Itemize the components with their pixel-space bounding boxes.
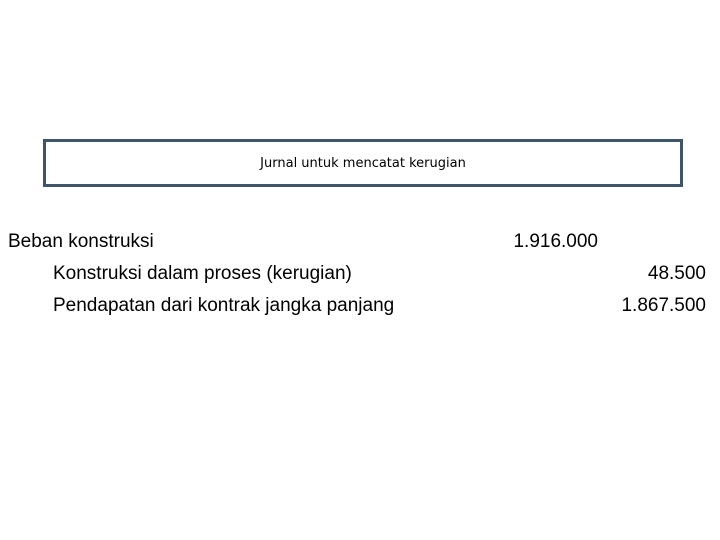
credit-amount: 1.867.500 (621, 295, 706, 316)
title-box (43, 139, 683, 187)
account-name: Beban konstruksi (8, 231, 154, 252)
journal-row-credit (0, 258, 720, 290)
journal-row-credit (0, 290, 720, 322)
account-name: Pendapatan dari kontrak jangka panjang (53, 295, 395, 316)
journal-row-debit (0, 226, 720, 258)
debit-amount: 1.916.000 (513, 231, 598, 252)
journal-entry (0, 226, 720, 322)
page-title: Jurnal untuk mencatat kerugian (260, 155, 466, 171)
credit-amount: 48.500 (647, 263, 706, 284)
account-name: Konstruksi dalam proses (kerugian) (53, 263, 352, 284)
